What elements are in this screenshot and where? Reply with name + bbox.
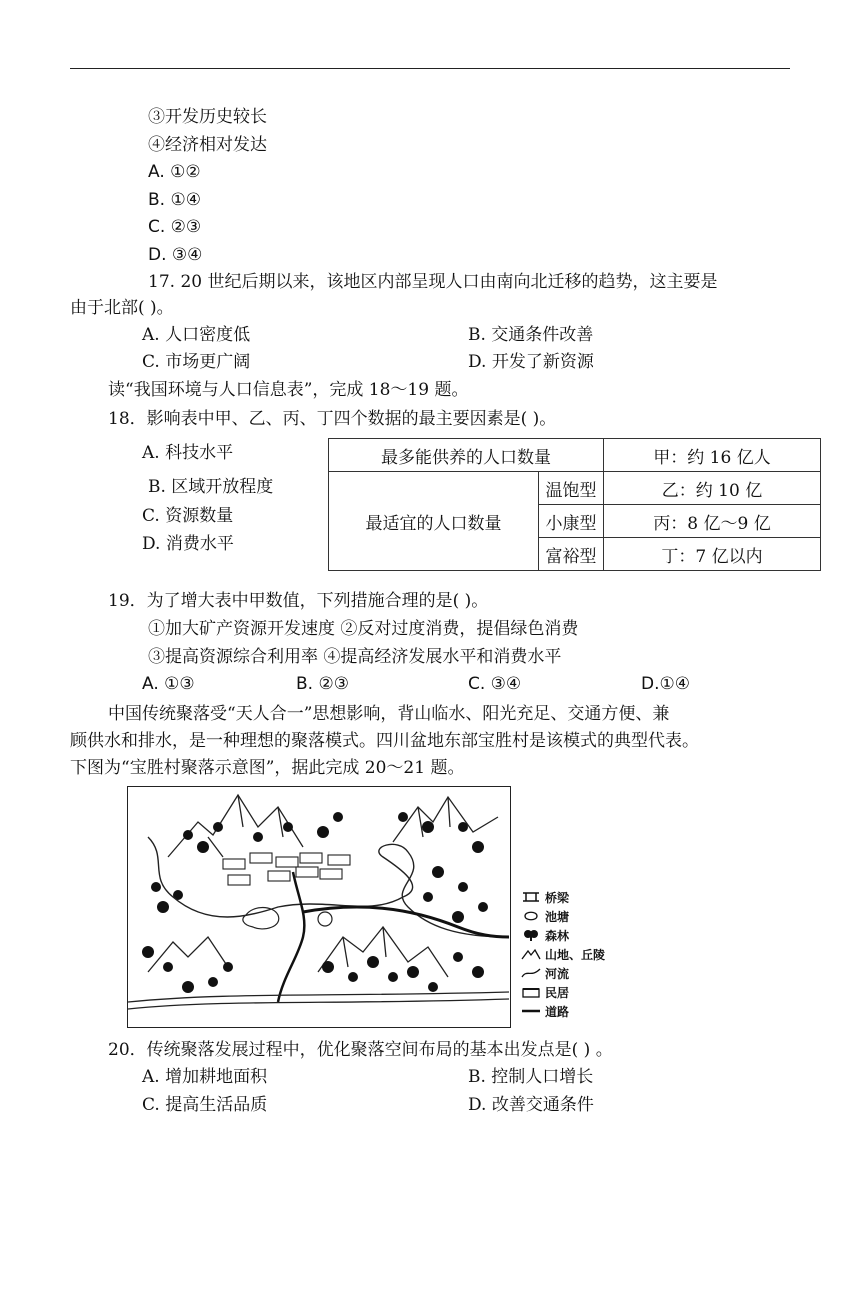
- legend-pond: 池塘: [521, 907, 569, 925]
- q18-stem: 18．影响表中甲、乙、丙、丁四个数据的最主要因素是( )。: [108, 409, 557, 429]
- bridge-icon: [521, 890, 541, 904]
- mountain-icon: [148, 795, 498, 977]
- row-max-population-label: 最多能供养的人口数量: [329, 439, 604, 472]
- q20-stem: 20．传统聚落发展过程中，优化聚落空间布局的基本出发点是( ) 。: [108, 1040, 613, 1060]
- main-road-icon: [303, 907, 509, 937]
- q19-choice-b: B. ②③: [296, 674, 349, 694]
- row-optimal-population-label: 最适宜的人口数量: [329, 472, 539, 571]
- value-affluent: 丁：7 亿以内: [604, 538, 821, 571]
- q17-stem-cont: 由于北部( )。: [70, 298, 174, 318]
- mountain-legend-icon: [521, 947, 541, 961]
- q16-choice-b: B. ①④: [148, 190, 201, 210]
- pond-legend-icon: [521, 909, 541, 923]
- q18-choice-a: A. 科技水平: [142, 443, 234, 463]
- legend-hill: 山地、丘陵: [521, 945, 605, 963]
- legend-bridge: 桥梁: [521, 888, 569, 906]
- q16-choice-d: D. ③④: [148, 245, 203, 265]
- q18-choice-b: B. 区域开放程度: [148, 477, 274, 497]
- pond-small-icon: [318, 912, 332, 926]
- q18-choice-c: C. 资源数量: [142, 506, 234, 526]
- q17-choice-c: C. 市场更广阔: [142, 352, 251, 372]
- type-moderate: 小康型: [539, 505, 604, 538]
- q17-choice-b: B. 交通条件改善: [468, 325, 594, 345]
- type-subsistence: 温饱型: [539, 472, 604, 505]
- value-subsistence: 乙：约 10 亿: [604, 472, 821, 505]
- forest-icon: [142, 812, 488, 993]
- option-3: ③开发历史较长: [148, 107, 267, 127]
- settlement-map: [127, 786, 511, 1028]
- legend-river: 河流: [521, 964, 569, 982]
- q19-statements-1: ①加大矿产资源开发速度 ②反对过度消费，提倡绿色消费: [148, 619, 579, 639]
- passage-line-2: 顾供水和排水，是一种理想的聚落模式。四川盆地东部宝胜村是该模式的典型代表。: [70, 731, 699, 751]
- q20-choice-c: C. 提高生活品质: [142, 1095, 268, 1115]
- pond-icon: [243, 908, 279, 929]
- road-legend-icon: [521, 1004, 541, 1018]
- q17-stem: 17. 20 世纪后期以来，该地区内部呈现人口由南向北迁移的趋势，这主要是: [148, 272, 718, 292]
- forest-legend-icon: [521, 928, 541, 942]
- legend-road: 道路: [521, 1002, 569, 1020]
- legend-forest: 森林: [521, 926, 569, 944]
- q20-choice-b: B. 控制人口增长: [468, 1067, 594, 1087]
- house-legend-icon: [521, 985, 541, 999]
- passage-line-1: 中国传统聚落受“天人合一”思想影响，背山临水、阳光充足、交通方便、兼: [108, 704, 670, 724]
- value-moderate: 丙：8 亿～9 亿: [604, 505, 821, 538]
- legend-house: 民居: [521, 983, 569, 1001]
- option-4: ④经济相对发达: [148, 135, 267, 155]
- q17-choice-a: A. 人口密度低: [142, 325, 251, 345]
- header-rule: [70, 68, 790, 69]
- q20-choice-a: A. 增加耕地面积: [142, 1067, 268, 1087]
- row-max-population-value: 甲：约 16 亿人: [604, 439, 821, 472]
- q18-choice-d: D. 消费水平: [142, 534, 234, 554]
- road-icon: [278, 872, 304, 1002]
- house-icon: [223, 853, 350, 885]
- population-info-table: [328, 438, 821, 571]
- q19-choice-d: D.①④: [641, 674, 690, 694]
- q19-statements-2: ③提高资源综合利用率 ④提高经济发展水平和消费水平: [148, 647, 562, 667]
- passage-line-3: 下图为“宝胜村聚落示意图”，据此完成 20～21 题。: [70, 758, 465, 778]
- intro-18-19: 读“我国环境与人口信息表”，完成 18～19 题。: [108, 380, 469, 400]
- q19-choice-a: A. ①③: [142, 674, 195, 694]
- q20-choice-d: D. 改善交通条件: [468, 1095, 594, 1115]
- q17-choice-d: D. 开发了新资源: [468, 352, 594, 372]
- q19-stem: 19．为了增大表中甲数值，下列措施合理的是( )。: [108, 591, 489, 611]
- q19-choice-c: C. ③④: [468, 674, 522, 694]
- q16-choice-a: A. ①②: [148, 162, 201, 182]
- type-affluent: 富裕型: [539, 538, 604, 571]
- river-lower-bank-icon: [128, 999, 509, 1009]
- settlement-map-drawing: [128, 787, 509, 1026]
- river-legend-icon: [521, 966, 541, 980]
- q16-choice-c: C. ②③: [148, 217, 202, 237]
